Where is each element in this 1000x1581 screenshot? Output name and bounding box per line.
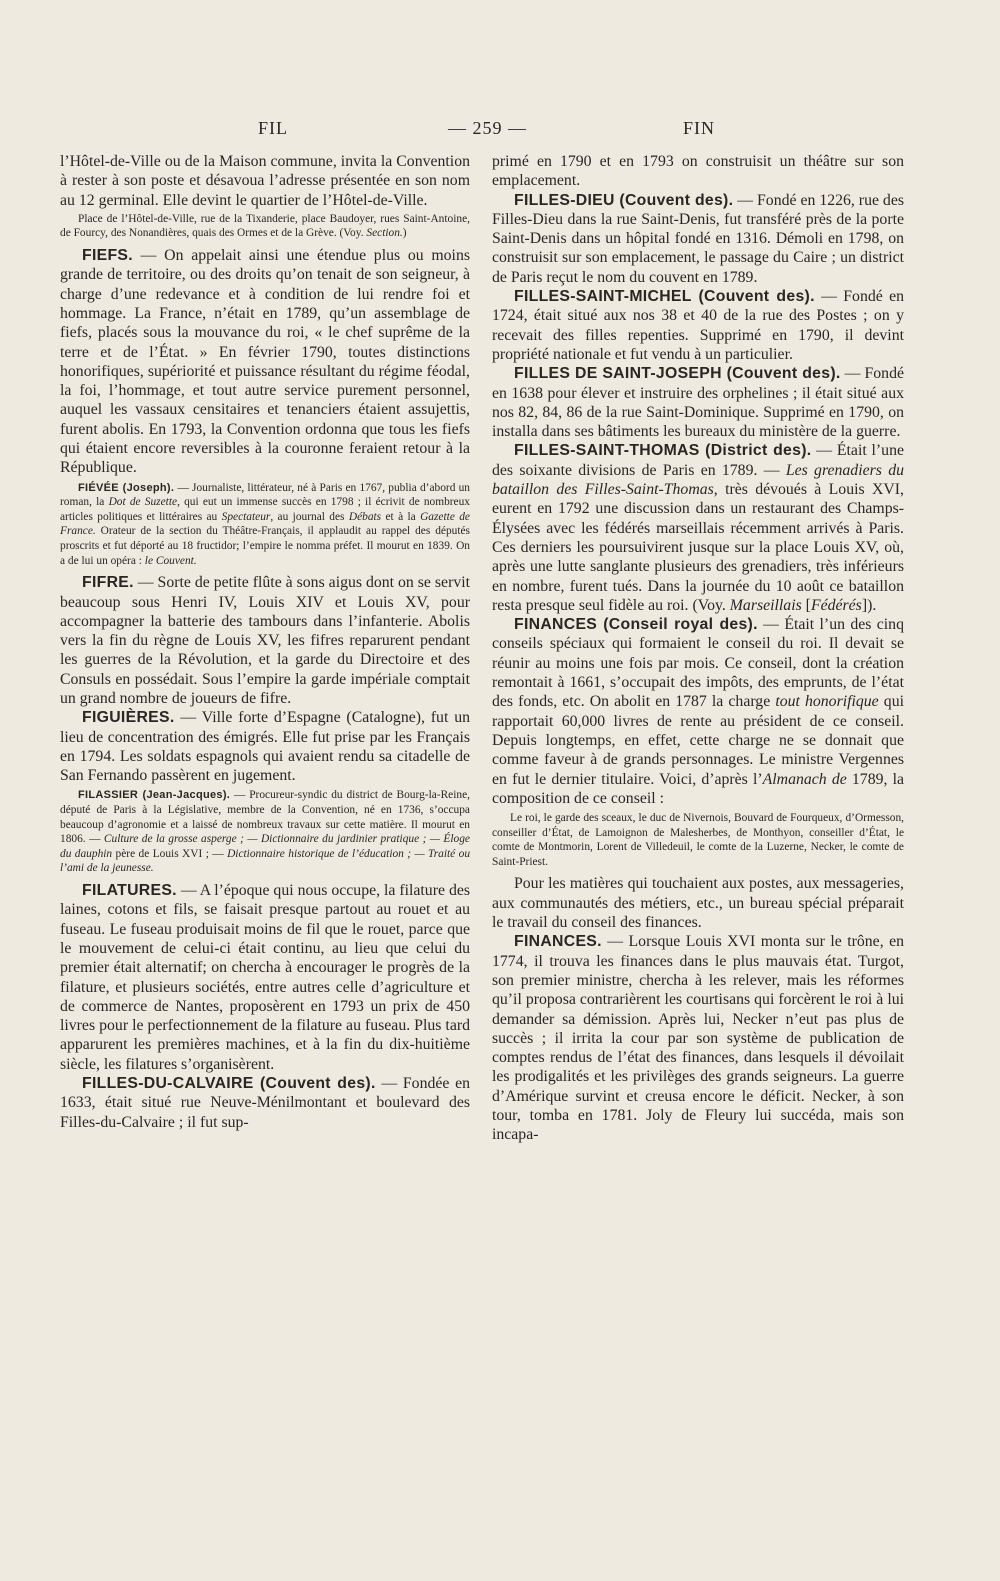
entry-text: — Journaliste, littérateur, né à Paris en 1767, publia d’abord un roman, la [60,481,470,509]
entry-text: — Procureur-syndic du district de Bourg-la-Reine, député de Paris à la Législative, membre de la Convention, né en 1736, s’occupa beaucoup d’agronomie et a laissé de nombreux travaux sur cette matière. Il mourut en 1806. — [60,789,470,846]
entry-text: père de Louis XVI ; — [112,847,228,860]
cross-reference: Fédérés [810,596,862,614]
headword-fifre: FIFRE. [82,574,134,592]
headword-filles-saint-thomas: FILLES-SAINT-THOMAS (District des). [514,442,812,460]
headword-filles-du-calvaire: FILLES-DU-CALVAIRE (Couvent des). [82,1075,376,1092]
title-almanach: Almanach de [762,770,847,788]
headword-finances-conseil: FINANCES (Conseil royal des). [514,616,758,634]
title-le-couvent: le Couvent. [144,554,197,567]
entry-text: — Lorsque Louis XVI monta sur le trône, en 1774, il trouva les finances dans le plus mauvais état. Turgot, son premier ministre, chercha à les relever, mais les réformes qu’il proposa contrarièrent les courtisans qui forcèrent le roi à lui demander sa démission. Après lui, Necker n’eut pas plus de succès ; il irrita la cour par son système de publication de comptes rendus de l’état des finances, dans lesquels il dévoilait les prodigalités et les privilèges des grands seigneurs. La guerre d’Amérique survint et creusa encore le déficit. Necker, à son tour, tomba en 1781. Joly de Fleury lui succéda, mais son incapa- [492,933,904,1144]
cross-reference: Marseillais [729,596,802,614]
note-reference: Section. [366,227,403,240]
headword-fievee: FIÉVÉE (Joseph). [78,481,175,494]
entry-text: — Fondée en 1633, était situé rue Neuve-Ménilmontant et boulevard des Filles-du-Calvaire ; il fut sup- [60,1075,471,1131]
entry-text: , au journal des [270,510,349,523]
entry-text: — Était l’une des soixante divisions de Paris en 1789. — [492,442,904,479]
headword-finances: FINANCES. [514,933,602,951]
entry-filles-du-calvaire [60,1074,470,1132]
headword-filles-dieu: FILLES-DIEU (Couvent des). [514,191,734,209]
title-debats: Débats [348,510,382,523]
paragraph-postes: Pour les matières qui touchaient aux postes, aux messageries, aux communautés des métiers, etc., un bureau spécial préparait le travail du conseil des finances. [492,875,904,932]
headword-fiefs: FIEFS. [82,247,133,265]
grenadiers-title: Les grenadiers du bataillon des Filles-Saint-Thomas [492,461,904,499]
entry-fiefs [60,246,470,478]
entry-text: — A l’époque qui nous occupe, la filature des laines, cotons et fils, se faisait presque partout au rouet et au fuseau. Le fuseau produisait moins de fil que le rouet, parce que le mouvement de celui-ci était continu, au lieu que celui du premier était alternatif; on chercha à encourager le progrès de la filature, et plusieurs sociétés, entre autres celle d’agriculture et de commerce de Nantes, proposèrent en 1793 un prix de 450 livres pour le perfectionnement de la filature au fuseau. Plus tard apparurent les premières machines, et à la fin du dix-huitième siècle, les filatures s’organisèrent. [60,882,470,1073]
title-gazette-de-france: Gazette de France. [60,510,470,538]
entry-fievee [60,481,470,569]
emphasis: tout honorifique [775,693,879,711]
entry-text: et à la [381,510,421,523]
entry-finances-conseil-royal [492,615,904,808]
council-members-list: Le roi, le garde des sceaux, le duc de Nivernois, Bouvard de Fourqueux, d’Ormesson, conseiller d’État, de Lamoignon de Malesherbes, de Monthyon, conseiller d’État, le comte de Montmorin, Lorent de Villedeuil, le comte de la Luzerne, Necker, le comte de Saint-Priest. [492,812,904,868]
running-head [0,118,1000,142]
entry-filles-dieu [492,191,904,287]
title-spectateur: Spectateur [221,510,271,523]
entry-filassier [60,788,470,876]
entry-filles-saint-michel [492,287,904,364]
note-end: ) [402,227,407,240]
entry-fifre [60,573,470,708]
entry-text: — Ville forte d’Espagne (Catalogne), fut un lieu de concentration des émigrés. Elle fut prise par les Français en 1794. Les soldats espagnols qui avaient rendu sa citadelle de San Fernando passèrent en jugement. [60,709,470,785]
headword-figuieres: FIGUIÈRES. [82,709,175,727]
entry-text: qui rapportait 60,000 livres de rente au président de ce conseil. Depuis longtemps, en effet, cette charge ne se donnait que comme faveur à de grands personnages. Le ministre Vergennes en fut le dernier titulaire. Voici, d’après l’ [492,693,904,788]
entry-text: — Fondé en 1226, rue des Filles-Dieu dans la rue Saint-Denis, fut transféré près de la porte Saint-Denis dans un hôpital fondé en 1316. Démoli en 1798, on construisit sur son emplacement, le passage du Caire ; un district de Paris reçut le nom du couvent en 1789. [492,191,904,286]
right-column [492,152,904,1145]
entry-text: — Sorte de petite flûte à sons aigus dont on se servit beaucoup sous Henri IV, Louis XIV et Louis XV, pour accompagner la batterie des tambours dans l’infanterie. Abolis vers la fin du règne de Louis XV, les fifres reparurent pendant les guerres de la Révolution, et la garde du Directoire et des Consuls en possédait. Sous l’empire la garde impériale comptait un grand nombre de joueurs de fifre. [60,574,470,707]
entry-finances [492,932,904,1144]
page-number: — 259 — [448,118,527,138]
entry-text: Orateur de la section du Théâtre-Français, il applaudit au rappel des députés proscrits et fut déporté au 18 fructidor; l’empire le nomma préfet. Il mourut en 1839. On a de lui un opéra : [60,525,470,567]
entry-text: , qui eut un immense succès en 1798 ; il écrivit de nombreux articles politiques et littéraires au [60,496,471,523]
entry-text: — Fondé en 1724, était situé aux nos 38 et 40 de la rue des Postes ; on y recevait des filles repenties. Supprimé en 1790, il devint propriété nationale et fut vendu à un particulier. [492,288,905,363]
works-list: Culture de la grosse asperge ; — Dictionnaire du jardinier pratique ; — Éloge du dauphin [60,833,470,860]
paragraph-continuation: l’Hôtel-de-Ville ou de la Maison commune, invita la Convention à rester à son poste et désavoua l’adresse présentée en son nom au 12 germinal. Elle devint le quartier de l’Hôtel-de-Ville. [60,153,470,209]
headword-filassier: FILASSIER (Jean-Jacques). [78,789,231,802]
entry-text: ]). [861,596,877,614]
headword-filles-saint-michel: FILLES-SAINT-MICHEL (Couvent des). [514,288,815,306]
entry-text: [ [801,596,811,614]
entry-text: — Était l’un des cinq conseils spéciaux qui formaient le conseil du roi. Il devait se réunir au moins une fois par mois. Ce conseil, dont la création remontait à 1661, s’occupait des impôts, des emprunts, de l’état des fonds, etc. On abolit en 1787 la charge [492,616,904,711]
title-dot-de-suzette: Dot de Suzette [108,496,178,509]
entry-filatures [60,881,470,1074]
entry-filles-saint-thomas [492,441,904,615]
note-hotel-de-ville [60,212,470,241]
left-column [60,152,470,1132]
entry-text: 1789, la composition de ce conseil : [492,770,905,807]
paragraph-continuation: primé en 1790 et en 1793 on construisit un théâtre sur son emplacement. [492,153,904,190]
header-right-guide-word: FIN [683,118,716,138]
headword-filatures: FILATURES. [82,882,177,900]
entry-figuieres [60,708,470,785]
entry-text: — On appelait ainsi une étendue plus ou moins grande de territoire, ou des droits qu’on tenait de son seigneur, à charge d’une redevance et à condition de lui rendre foi et hommage. La France, n’était en 1789, qu’un assemblage de fiefs, placés sous la mouvance du roi, « le chef suprême de la terre et de l’État. » En février 1790, toutes distinctions honorifiques, supériorité et puissance résultant du régime féodal, la foi, l’hommage, et tout autre service purement personnel, auquel les vassaux censitaires et tenanciers étaient assujettis, furent abolis. En 1793, la Convention ordonna que tous les fiefs qui étaient encore reversibles à la couronne feraient retour à la République. [60,247,470,477]
header-left-guide-word: FIL [258,118,288,138]
entry-filles-de-saint-joseph [492,364,904,441]
headword-filles-de-saint-joseph: FILLES DE SAINT-JOSEPH (Couvent des). [514,365,841,383]
works-list: Dictionnaire historique de l’éducation ; — Traité ou l’ami de la jeunesse. [60,847,471,875]
entry-text: — Fondé en 1638 pour élever et instruire des orphelines ; il était situé aux nos 82, 84, 86 de la rue Saint-Dominique. Supprimé en 1790, on installa dans ses bâtiments les bureaux du ministère de la guerre. [492,365,904,441]
note-text: Place de l’Hôtel-de-Ville, rue de la Tixanderie, place Baudoyer, rues Saint-Antoine, de Fourcy, des Nonandières, quais des Ormes et de la Grève. (Voy. [60,212,470,240]
entry-text: , très dévoués à Louis XVI, eurent en 1792 une discussion dans un restaurant des Champs-Élysées avec les fédérés marseillais récemment arrivés à Paris. Ces derniers les poursuivirent jusque sur la place Louis XV, où, après une lutte sanglante plusieurs des grenadiers, très inférieurs en nombre, furent tués. Dans la journée du 10 août ce bataillon resta presque seul fidèle au roi. (Voy. [492,481,904,614]
